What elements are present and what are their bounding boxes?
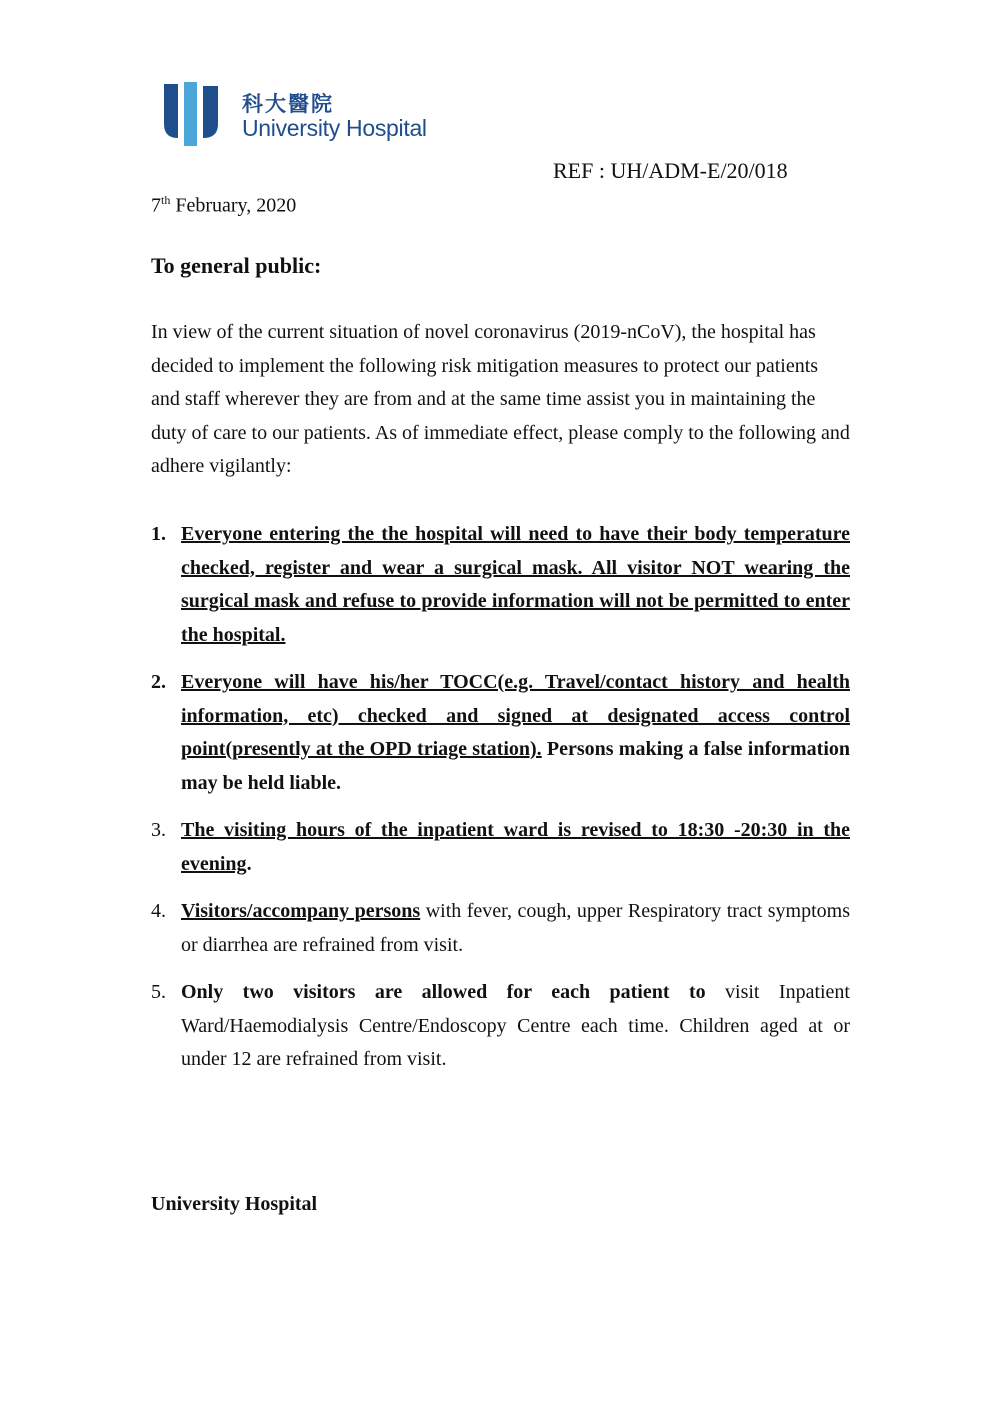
list-item-text-continued: visit Inpatient Ward/Haemodialysis Centre/Endoscopy Centre each time. Children aged at or under 12 are refrained from visit. — [181, 981, 850, 1070]
list-item-text-continued: with fever, cough, upper Respiratory tract symptoms or diarrhea are refrained from visit. — [181, 900, 850, 956]
list-item-text-continued: Persons making a false information may be held liable. — [181, 738, 850, 794]
list-item-number: 5. — [151, 981, 166, 1003]
letter-date — [151, 193, 296, 218]
list-item — [151, 666, 850, 800]
list-item-number: 3. — [151, 819, 166, 841]
list-item-text: Only two visitors are allowed for each patient to — [181, 981, 706, 1003]
list-item — [151, 976, 850, 1077]
measures-list — [151, 518, 850, 1091]
list-item — [151, 518, 850, 652]
list-item — [151, 814, 850, 881]
intro-paragraph: In view of the current situation of novel coronavirus (2019-nCoV), the hospital has decided to implement the following risk mitigation measures to protect our patients and staff wherever they are from and at the same time assist you in maintaining the duty of care to our patients. As of immediate effect, please comply to the following and adhere vigilantly: — [151, 321, 850, 477]
salutation: To general public: — [151, 253, 322, 278]
list-item-number: 1. — [151, 523, 166, 545]
date-suffix: th — [161, 193, 171, 207]
hospital-logo-mark-icon — [162, 80, 228, 148]
list-item-text-continued: . — [246, 852, 252, 875]
date-rest: February, 2020 — [170, 194, 297, 217]
date-day: 7 — [151, 194, 161, 217]
reference-number: REF : UH/ADM-E/20/018 — [553, 158, 788, 183]
list-item — [151, 895, 850, 962]
list-item-text: Visitors/accompany persons — [181, 900, 421, 922]
hospital-logo — [162, 80, 462, 150]
list-item-number: 2. — [151, 671, 166, 693]
signoff: University Hospital — [151, 1193, 318, 1215]
list-item-text: Everyone entering the the hospital will need to have their body temperature checked, register and wear a surgical mask. All visitor NOT wearing the surgical mask and refuse to provide information will not be permitted to enter the hospital. — [181, 523, 850, 646]
list-item-number: 4. — [151, 900, 166, 922]
logo-chinese-name: 科大醫院 — [242, 92, 334, 116]
list-item-text: Everyone will have his/her TOCC(e.g. Travel/contact history and health information, etc) checked and signed at designated access control point(presently at the OPD triage station). — [181, 671, 850, 760]
list-item-text: The visiting hours of the inpatient ward is revised to 18:30 -20:30 in the evening — [181, 819, 850, 875]
logo-english-name: University Hospital — [242, 115, 427, 141]
